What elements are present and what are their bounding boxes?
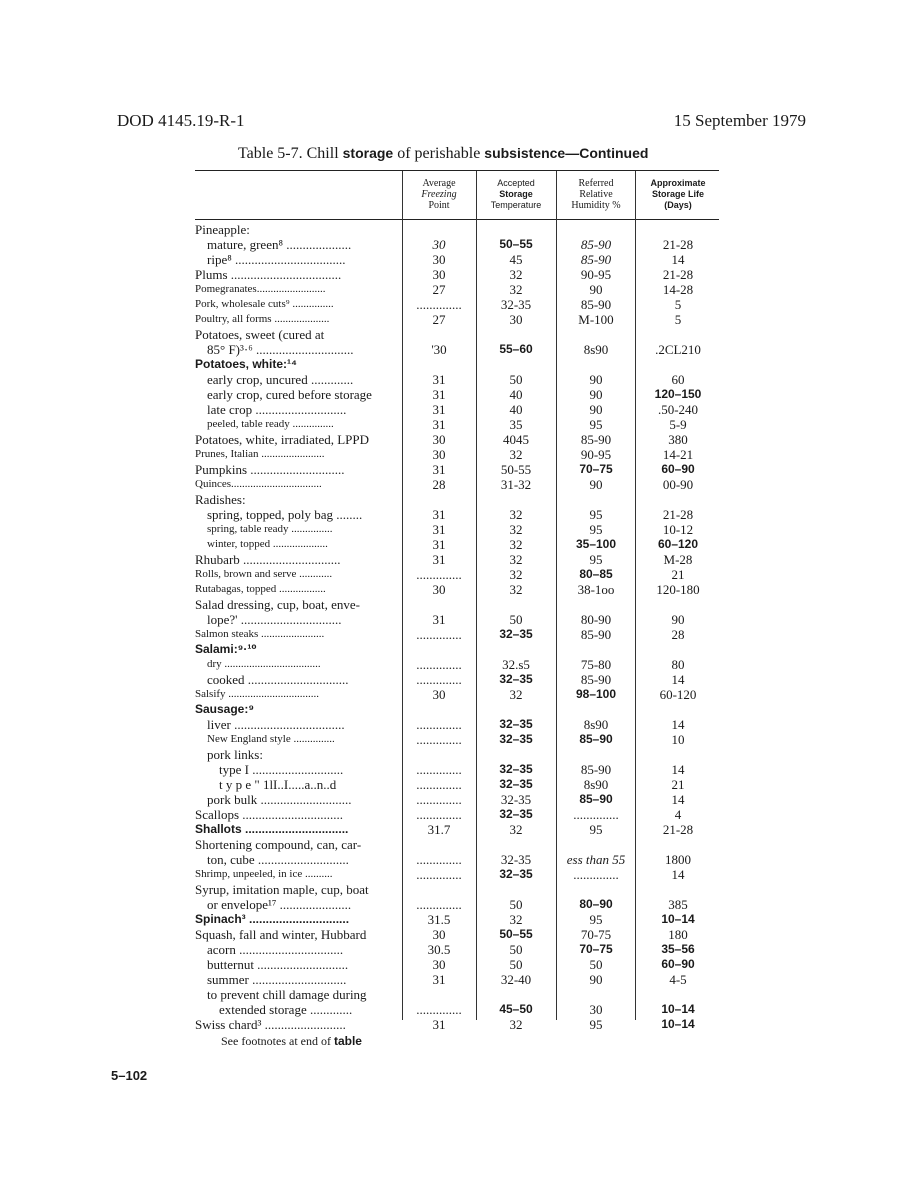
storage-life-cell: 14 (671, 867, 685, 882)
commodity-cell: Pork, wholesale cuts⁹ ............... (195, 298, 334, 310)
table-row (0, 432, 918, 447)
column-header-storage-life: Approximate Storage Life (Days) (650, 178, 706, 210)
table-row (0, 1017, 918, 1032)
commodity-cell: extended storage ............. (219, 1002, 353, 1017)
relative-humidity-cell: 85-90 (580, 237, 612, 252)
commodity-cell: ton, cube ............................ (207, 852, 349, 867)
table-row (0, 882, 918, 897)
freezing-point-cell: .............. (416, 657, 462, 672)
table-row (0, 327, 918, 342)
table-header-rule (195, 219, 719, 220)
freezing-point-cell: 31.5 (427, 912, 451, 927)
table-row (0, 402, 918, 417)
relative-humidity-cell: 98–100 (575, 687, 617, 701)
column-header-freezing-point: Average Freezing Point (421, 178, 457, 211)
table-row (0, 897, 918, 912)
freezing-point-cell: 27 (432, 282, 446, 297)
commodity-cell: pork bulk ............................ (207, 792, 352, 807)
commodity-cell: New England style ............... (207, 733, 335, 745)
freezing-point-cell: 31 (432, 1017, 446, 1032)
table-row (0, 747, 918, 762)
commodity-cell: late crop ............................ (207, 402, 347, 417)
table-row (0, 297, 918, 312)
freezing-point-cell: 30 (432, 447, 446, 462)
storage-life-cell: 5 (674, 312, 682, 327)
freezing-point-cell: .............. (416, 852, 462, 867)
commodity-cell: lope?' ............................... (207, 612, 342, 627)
freezing-point-cell: .............. (416, 897, 462, 912)
storage-life-cell: 14 (671, 762, 685, 777)
relative-humidity-cell: 90 (589, 282, 603, 297)
commodity-cell: Poultry, all forms .................... (195, 313, 330, 325)
storage-temperature-cell: 32–35 (499, 777, 533, 791)
freezing-point-cell: .............. (416, 792, 462, 807)
freezing-point-cell: 30 (432, 252, 446, 267)
storage-life-cell: 21-28 (662, 507, 694, 522)
storage-temperature-cell: 31-32 (500, 477, 532, 492)
commodity-cell: Potatoes, sweet (cured at (195, 327, 325, 342)
relative-humidity-cell: .............. (573, 807, 619, 822)
storage-temperature-cell: 32 (509, 687, 523, 702)
freezing-point-cell: 31 (432, 372, 446, 387)
storage-life-cell: 5-9 (669, 417, 687, 432)
storage-life-cell: 14 (671, 672, 685, 687)
commodity-cell: Shortening compound, can, car- (195, 837, 362, 852)
storage-temperature-cell: 32 (509, 282, 523, 297)
storage-temperature-cell: 32–35 (499, 762, 533, 776)
storage-life-cell: 35–56 (661, 942, 695, 956)
storage-life-cell: 14-21 (662, 447, 694, 462)
table-row (0, 642, 918, 657)
relative-humidity-cell: 90 (589, 372, 603, 387)
commodity-cell: mature, green⁸ .................... (207, 237, 352, 252)
table-row (0, 492, 918, 507)
commodity-cell: Shrimp, unpeeled, in ice .......... (195, 868, 333, 880)
relative-humidity-cell: 85-90 (580, 627, 612, 642)
footnote-reference: See footnotes at end of table (221, 1034, 362, 1048)
commodity-cell: Squash, fall and winter, Hubbard (195, 927, 367, 942)
table-row (0, 597, 918, 612)
table-row (0, 657, 918, 672)
freezing-point-cell: .............. (416, 717, 462, 732)
storage-life-cell: 10 (671, 732, 685, 747)
table-row (0, 342, 918, 357)
freezing-point-cell: 31 (432, 507, 446, 522)
storage-life-cell: 60–90 (661, 957, 695, 971)
commodity-cell: Plums .................................. (195, 267, 342, 282)
commodity-cell: dry ................................... (207, 658, 321, 670)
storage-temperature-cell: 35 (509, 417, 523, 432)
storage-life-cell: 10–14 (661, 912, 695, 926)
commodity-cell: Spinach³ .............................. (195, 912, 350, 926)
document-id: DOD 4145.19-R-1 (117, 111, 245, 130)
freezing-point-cell: 30 (432, 582, 446, 597)
storage-temperature-cell: 32-40 (500, 972, 532, 987)
relative-humidity-cell: 75-80 (580, 657, 612, 672)
storage-life-cell: M-28 (663, 552, 693, 567)
freezing-point-cell: 30 (432, 957, 446, 972)
relative-humidity-cell: 85-90 (580, 672, 612, 687)
table-row (0, 612, 918, 627)
freezing-point-cell: 31 (432, 552, 446, 567)
freezing-point-cell: .............. (416, 732, 462, 747)
storage-temperature-cell: 32 (509, 822, 523, 837)
column-header-relative-humidity: Referred Relative Humidity % (571, 178, 621, 211)
relative-humidity-cell: 95 (589, 417, 603, 432)
relative-humidity-cell: 80–90 (579, 897, 613, 911)
relative-humidity-cell: 8s90 (583, 717, 609, 732)
storage-life-cell: 1800 (665, 852, 691, 867)
table-row (0, 987, 918, 1002)
freezing-point-cell: .............. (416, 567, 462, 582)
table-row (0, 702, 918, 717)
storage-temperature-cell: 32–35 (499, 807, 533, 821)
commodity-cell: type I ............................ (219, 762, 344, 777)
table-row (0, 357, 918, 372)
commodity-cell: ripe⁸ .................................. (207, 252, 346, 267)
storage-temperature-cell: 32 (509, 522, 523, 537)
relative-humidity-cell: 95 (589, 1017, 603, 1032)
freezing-point-cell: 31 (432, 612, 446, 627)
table-top-rule (195, 170, 719, 171)
storage-temperature-cell: 32–35 (499, 867, 533, 881)
storage-temperature-cell: 32 (509, 582, 523, 597)
storage-temperature-cell: 32–35 (499, 717, 533, 731)
storage-life-cell: 180 (668, 927, 688, 942)
table-row (0, 957, 918, 972)
commodity-cell: spring, table ready ............... (207, 523, 333, 535)
storage-temperature-cell: 32–35 (499, 672, 533, 686)
freezing-point-cell: .............. (416, 297, 462, 312)
storage-temperature-cell: 32–35 (499, 627, 533, 641)
commodity-cell: Scallops ............................... (195, 807, 344, 822)
freezing-point-cell: 31 (432, 387, 446, 402)
freezing-point-cell: 31 (432, 417, 446, 432)
table-row (0, 792, 918, 807)
relative-humidity-cell: 90-95 (580, 447, 612, 462)
freezing-point-cell: 31 (432, 537, 446, 552)
table-row (0, 267, 918, 282)
commodity-cell: Rutabagas, topped ................. (195, 583, 326, 595)
storage-temperature-cell: 4045 (503, 432, 529, 447)
storage-temperature-cell: 32 (509, 537, 523, 552)
storage-temperature-cell: 50 (509, 942, 523, 957)
commodity-cell: pork links: (207, 747, 263, 762)
relative-humidity-cell: 30 (589, 1002, 603, 1017)
freezing-point-cell: .............. (416, 762, 462, 777)
table-row (0, 387, 918, 402)
commodity-cell: to prevent chill damage during (207, 987, 367, 1002)
commodity-cell: Potatoes, white, irradiated, LPPD (195, 432, 370, 447)
table-row (0, 672, 918, 687)
storage-temperature-cell: 32.s5 (502, 657, 530, 672)
commodity-cell: Potatoes, white:¹⁴ (195, 357, 297, 371)
freezing-point-cell: 30 (432, 687, 446, 702)
storage-life-cell: 21-28 (662, 237, 694, 252)
table-row (0, 807, 918, 822)
storage-life-cell: 90 (671, 612, 685, 627)
table-row (0, 717, 918, 732)
storage-life-cell: 00-90 (662, 477, 694, 492)
storage-life-cell: 14-28 (662, 282, 694, 297)
commodity-cell: liver .................................. (207, 717, 345, 732)
storage-life-cell: 120–150 (654, 387, 702, 401)
table-row (0, 1002, 918, 1017)
freezing-point-cell: .............. (416, 627, 462, 642)
commodity-cell: Salsify ................................. (195, 688, 320, 700)
freezing-point-cell: 30 (432, 237, 446, 252)
table-row (0, 537, 918, 552)
relative-humidity-cell: 95 (589, 552, 603, 567)
storage-life-cell: 60–120 (657, 537, 699, 551)
table-row (0, 447, 918, 462)
relative-humidity-cell: 70-75 (580, 927, 612, 942)
table-row (0, 222, 918, 237)
commodity-cell: acorn ................................ (207, 942, 344, 957)
relative-humidity-cell: 85-90 (580, 432, 612, 447)
table-row (0, 312, 918, 327)
table-row (0, 687, 918, 702)
table-row (0, 552, 918, 567)
storage-life-cell: 5 (674, 297, 682, 312)
relative-humidity-cell: 85–90 (579, 732, 613, 746)
storage-life-cell: 120-180 (656, 582, 700, 597)
freezing-point-cell: 31 (432, 402, 446, 417)
storage-temperature-cell: 50 (509, 957, 523, 972)
storage-temperature-cell: 45 (509, 252, 523, 267)
commodity-cell: Pomegranates......................... (195, 283, 326, 295)
storage-temperature-cell: 32-35 (500, 297, 532, 312)
commodity-cell: butternut ............................ (207, 957, 349, 972)
storage-life-cell: 14 (671, 792, 685, 807)
relative-humidity-cell: 95 (589, 822, 603, 837)
table-row (0, 732, 918, 747)
relative-humidity-cell: 95 (589, 522, 603, 537)
relative-humidity-cell: 90 (589, 477, 603, 492)
storage-life-cell: 4-5 (669, 972, 687, 987)
page-number: 5–102 (111, 1068, 148, 1083)
relative-humidity-cell: 38-1oo (577, 582, 615, 597)
storage-temperature-cell: 32-35 (500, 792, 532, 807)
freezing-point-cell: .............. (416, 1002, 462, 1017)
table-row (0, 912, 918, 927)
relative-humidity-cell: 80–85 (579, 567, 613, 581)
storage-life-cell: 60-120 (659, 687, 697, 702)
commodity-cell: or envelope¹⁷ ...................... (207, 897, 352, 912)
relative-humidity-cell: 80-90 (580, 612, 612, 627)
relative-humidity-cell: 95 (589, 912, 603, 927)
storage-temperature-cell: 50 (509, 612, 523, 627)
table-row (0, 867, 918, 882)
column-header-storage-temperature: Accepted Storage Temperature (490, 178, 542, 210)
commodity-cell: Syrup, imitation maple, cup, boat (195, 882, 369, 897)
table-row (0, 567, 918, 582)
table-row (0, 462, 918, 477)
storage-temperature-cell: 50 (509, 372, 523, 387)
relative-humidity-cell: 90 (589, 402, 603, 417)
table-row (0, 822, 918, 837)
relative-humidity-cell: 50 (589, 957, 603, 972)
relative-humidity-cell: 70–75 (579, 462, 613, 476)
table-caption: Table 5-7. Chill storage of perishable subsistence—Continued (238, 145, 649, 162)
freezing-point-cell: .............. (416, 777, 462, 792)
relative-humidity-cell: 90 (589, 387, 603, 402)
freezing-point-cell: 28 (432, 477, 446, 492)
freezing-point-cell: 30.5 (427, 942, 451, 957)
storage-life-cell: 21 (671, 567, 685, 582)
relative-humidity-cell: .............. (573, 867, 619, 882)
commodity-cell: early crop, uncured ............. (207, 372, 354, 387)
commodity-cell: Salami:⁹·¹⁰ (195, 642, 257, 656)
storage-temperature-cell: 55–60 (499, 342, 533, 356)
table-row (0, 507, 918, 522)
storage-temperature-cell: 32 (509, 267, 523, 282)
commodity-cell: 85° F)³·⁶ .............................. (207, 342, 354, 357)
table-row (0, 777, 918, 792)
table-row (0, 252, 918, 267)
relative-humidity-cell: 85-90 (580, 297, 612, 312)
storage-temperature-cell: 32 (509, 912, 523, 927)
relative-humidity-cell: 8s90 (583, 342, 609, 357)
commodity-cell: Quinces................................. (195, 478, 322, 490)
freezing-point-cell: .............. (416, 672, 462, 687)
table-row (0, 522, 918, 537)
relative-humidity-cell: 85-90 (580, 252, 612, 267)
commodity-cell: Radishes: (195, 492, 246, 507)
relative-humidity-cell: 8s90 (583, 777, 609, 792)
storage-life-cell: .50-240 (657, 402, 699, 417)
relative-humidity-cell: M-100 (578, 312, 614, 327)
commodity-cell: summer ............................. (207, 972, 347, 987)
table-row (0, 852, 918, 867)
storage-temperature-cell: 30 (509, 312, 523, 327)
storage-temperature-cell: 32–35 (499, 732, 533, 746)
table-row (0, 417, 918, 432)
freezing-point-cell: 31 (432, 462, 446, 477)
table-row (0, 927, 918, 942)
table-body (0, 222, 918, 1032)
storage-temperature-cell: 50 (509, 897, 523, 912)
table-row (0, 237, 918, 252)
storage-life-cell: 10–14 (661, 1017, 695, 1031)
commodity-cell: Shallots ............................... (195, 822, 349, 836)
storage-life-cell: 28 (671, 627, 685, 642)
table-row (0, 582, 918, 597)
commodity-cell: Sausage:⁹ (195, 702, 255, 716)
table-row (0, 837, 918, 852)
storage-life-cell: 10-12 (662, 522, 694, 537)
storage-temperature-cell: 32 (509, 1017, 523, 1032)
storage-life-cell: 60–90 (661, 462, 695, 476)
relative-humidity-cell: ess than 55 (566, 852, 626, 867)
table-row (0, 762, 918, 777)
storage-temperature-cell: 50–55 (499, 927, 533, 941)
freezing-point-cell: 30 (432, 927, 446, 942)
freezing-point-cell: 30 (432, 432, 446, 447)
freezing-point-cell: .............. (416, 807, 462, 822)
relative-humidity-cell: 90-95 (580, 267, 612, 282)
relative-humidity-cell: 35–100 (575, 537, 617, 551)
freezing-point-cell: 30 (432, 267, 446, 282)
table-row (0, 477, 918, 492)
commodity-cell: cooked ............................... (207, 672, 349, 687)
table-row (0, 282, 918, 297)
freezing-point-cell: 31.7 (427, 822, 451, 837)
storage-temperature-cell: 45–50 (499, 1002, 533, 1016)
storage-temperature-cell: 32 (509, 552, 523, 567)
relative-humidity-cell: 70–75 (579, 942, 613, 956)
commodity-cell: t y p e " 1lI..I.....a..n..d (219, 777, 337, 792)
storage-temperature-cell: 32-35 (500, 852, 532, 867)
storage-temperature-cell: 32 (509, 447, 523, 462)
storage-life-cell: 80 (671, 657, 685, 672)
relative-humidity-cell: 95 (589, 507, 603, 522)
storage-life-cell: .2CL210 (655, 342, 701, 357)
commodity-cell: Pumpkins ............................. (195, 462, 345, 477)
table-row (0, 372, 918, 387)
relative-humidity-cell: 90 (589, 972, 603, 987)
document-date: 15 September 1979 (673, 111, 806, 130)
commodity-cell: Rolls, brown and serve ............ (195, 568, 333, 580)
storage-temperature-cell: 50-55 (500, 462, 532, 477)
storage-temperature-cell: 32 (509, 567, 523, 582)
commodity-cell: winter, topped .................... (207, 538, 328, 550)
commodity-cell: Salmon steaks ....................... (195, 628, 325, 640)
commodity-cell: peeled, table ready ............... (207, 418, 334, 430)
storage-life-cell: 385 (668, 897, 688, 912)
relative-humidity-cell: 85–90 (579, 792, 613, 806)
storage-life-cell: 10–14 (661, 1002, 695, 1016)
table-row (0, 627, 918, 642)
table-row (0, 942, 918, 957)
commodity-cell: early crop, cured before storage (207, 387, 372, 402)
commodity-cell: spring, topped, poly bag ........ (207, 507, 363, 522)
freezing-point-cell: .............. (416, 867, 462, 882)
commodity-cell: Prunes, Italian ....................... (195, 448, 325, 460)
storage-temperature-cell: 40 (509, 402, 523, 417)
freezing-point-cell: 27 (432, 312, 446, 327)
storage-life-cell: 21 (671, 777, 685, 792)
storage-life-cell: 4 (674, 807, 682, 822)
storage-temperature-cell: 50–55 (499, 237, 533, 251)
freezing-point-cell: '30 (431, 342, 447, 357)
commodity-cell: Pineapple: (195, 222, 250, 237)
storage-temperature-cell: 32 (509, 507, 523, 522)
storage-life-cell: 380 (668, 432, 688, 447)
storage-life-cell: 60 (671, 372, 685, 387)
freezing-point-cell: 31 (432, 972, 446, 987)
commodity-cell: Swiss chard³ ......................... (195, 1017, 346, 1032)
table-row (0, 972, 918, 987)
storage-life-cell: 21-28 (662, 267, 694, 282)
storage-life-cell: 14 (671, 717, 685, 732)
commodity-cell: Salad dressing, cup, boat, enve- (195, 597, 360, 612)
relative-humidity-cell: 85-90 (580, 762, 612, 777)
commodity-cell: Rhubarb .............................. (195, 552, 341, 567)
storage-life-cell: 21-28 (662, 822, 694, 837)
storage-temperature-cell: 40 (509, 387, 523, 402)
freezing-point-cell: 31 (432, 522, 446, 537)
storage-life-cell: 14 (671, 252, 685, 267)
